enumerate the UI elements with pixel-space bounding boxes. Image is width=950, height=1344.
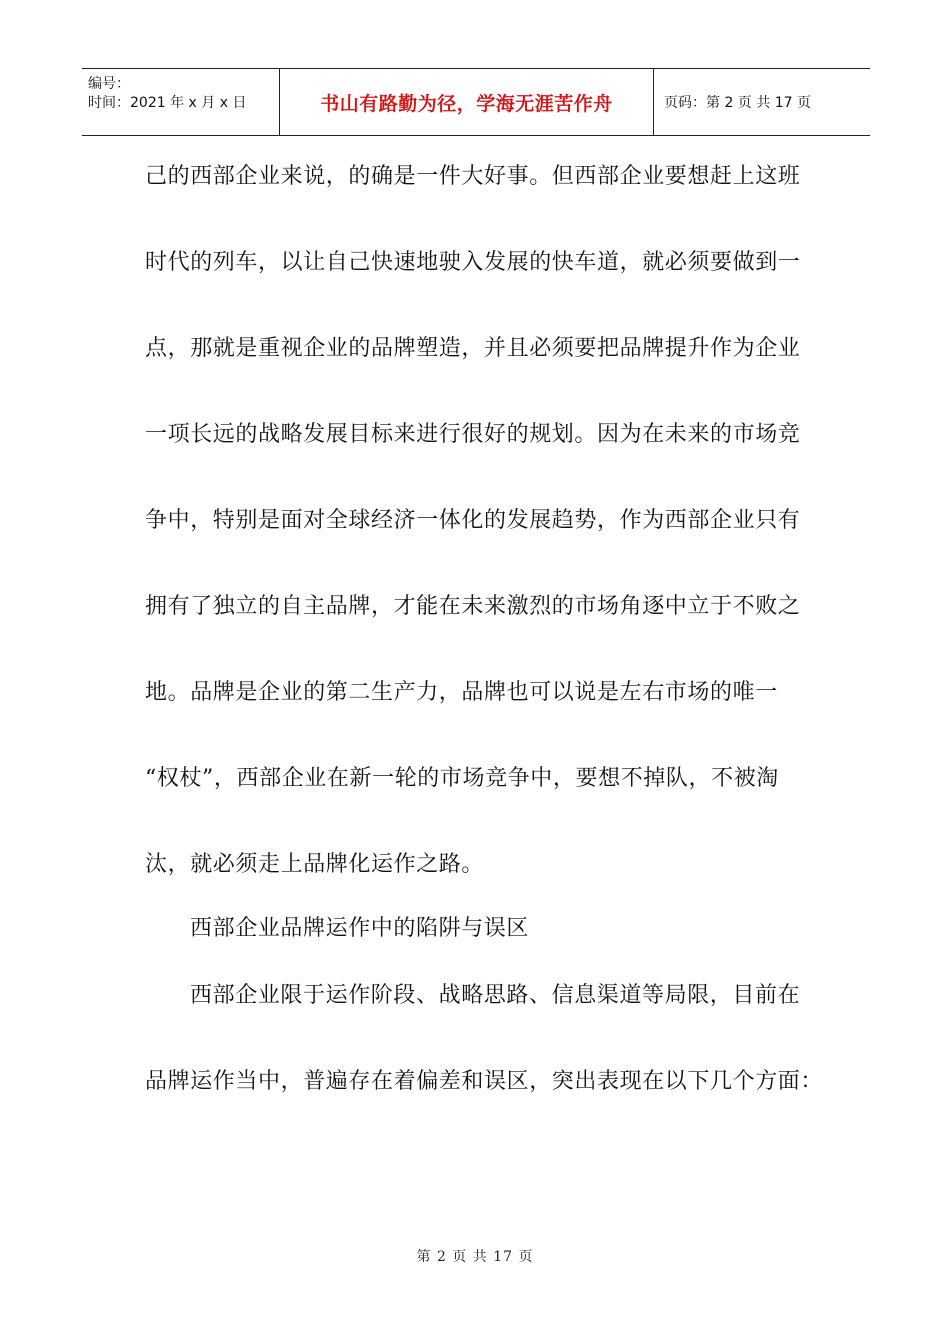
document-date: 时间：2021 年 x 月 x 日 <box>88 95 247 111</box>
body-line: 品牌运作当中，普遍存在着偏差和误区，突出表现在以下几个方面： <box>145 1069 824 1094</box>
body-line: 汰，就必须走上品牌化运作之路。 <box>145 852 485 877</box>
body-line: 时代的列车，以让自己快速地驶入发展的快车道，就必须要做到一 <box>145 250 801 275</box>
body-line: 地。品牌是企业的第二生产力，品牌也可以说是左右市场的唯一 <box>145 680 778 705</box>
header-meta-cell <box>82 69 280 135</box>
body-line: 己的西部企业来说，的确是一件大好事。但西部企业要想赶上这班 <box>145 164 801 189</box>
body-line: 拥有了独立的自主品牌，才能在未来激烈的市场角逐中立于不败之 <box>145 594 801 619</box>
section-heading: 西部企业品牌运作中的陷阱与误区 <box>190 916 530 941</box>
body-line: 争中，特别是面对全球经济一体化的发展趋势，作为西部企业只有 <box>145 508 801 533</box>
body-line: “权杖”，西部企业在新一轮的市场竞争中，要想不掉队，不被淘 <box>145 766 779 791</box>
document-number-label: 编号： <box>88 76 130 92</box>
body-line: 点，那就是重视企业的品牌塑造，并且必须要把品牌提升作为企业 <box>145 336 801 361</box>
body-line: 西部企业限于运作阶段、战略思路、信息渠道等局限，目前在 <box>190 983 801 1008</box>
page-footer: 第 2 页 共 17 页 <box>416 1249 534 1265</box>
body-line: 一项长远的战略发展目标来进行很好的规划。因为在未来的市场竞 <box>145 422 801 447</box>
header-motto: 书山有路勤为径，学海无涯苦作舟 <box>280 69 654 135</box>
header-page-info: 页码：第 2 页 共 17 页 <box>664 95 811 111</box>
document-header <box>82 68 870 136</box>
